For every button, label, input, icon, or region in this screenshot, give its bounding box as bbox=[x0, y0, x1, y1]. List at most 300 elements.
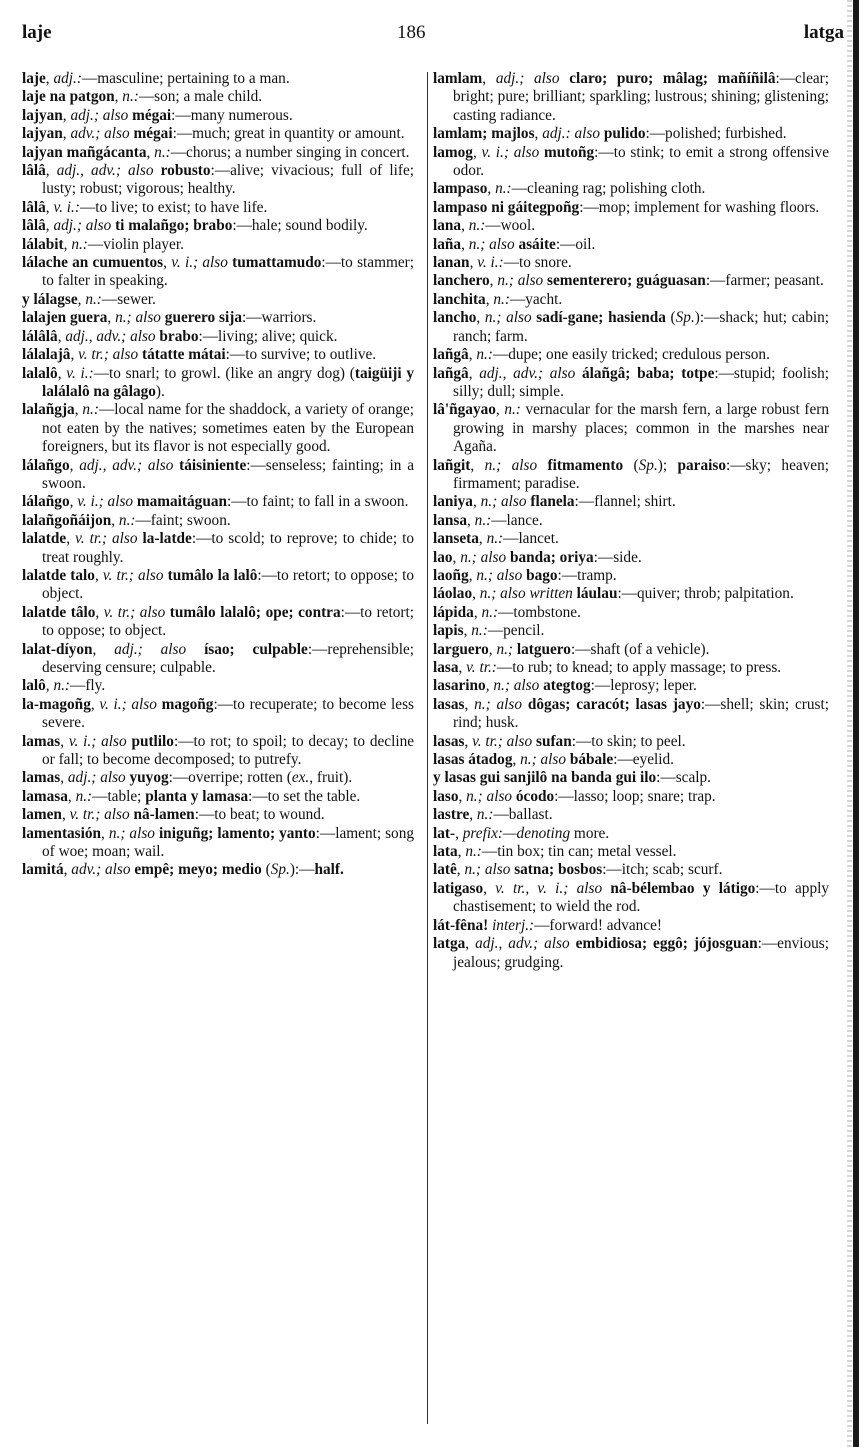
definition-text: —violin player. bbox=[87, 235, 184, 253]
grammar-label: n.; also bbox=[484, 456, 538, 474]
headword: lalatde talo bbox=[22, 566, 95, 584]
definition-text: :—to survive; to outlive. bbox=[225, 346, 377, 364]
definition-text: , bbox=[60, 732, 69, 750]
dictionary-entry bbox=[433, 272, 829, 290]
dictionary-entry bbox=[433, 401, 829, 456]
definition-text: :—to retort; to oppose; to object. bbox=[42, 603, 414, 640]
definition-text: ); bbox=[657, 456, 678, 474]
variant-term: láulau bbox=[576, 585, 618, 603]
headword: lálabit bbox=[22, 235, 64, 253]
grammar-label: v. tr., v. i.; also bbox=[495, 879, 603, 897]
grammar-label: n.: bbox=[471, 622, 488, 640]
grammar-label: prefix:—denoting bbox=[462, 824, 571, 842]
grammar-label: n.; also bbox=[466, 787, 513, 805]
definition-text: —lance. bbox=[491, 511, 543, 529]
definition-text: :—quiver; throb; palpitation. bbox=[617, 585, 794, 603]
variant-term: paraiso bbox=[677, 456, 726, 474]
dictionary-entry bbox=[22, 788, 414, 806]
dictionary-entry bbox=[22, 493, 414, 511]
headword: laje na patgon bbox=[22, 88, 115, 106]
headword: laña bbox=[433, 235, 462, 253]
variant-term: asáite bbox=[518, 235, 556, 253]
definition-text: :—overripe; rotten ( bbox=[168, 769, 292, 787]
definition-text: , bbox=[468, 566, 477, 584]
dictionary-entry bbox=[433, 567, 829, 585]
grammar-label: n.: bbox=[474, 511, 492, 529]
headword: lajyan bbox=[22, 106, 63, 124]
definition-text: , bbox=[69, 493, 78, 511]
definition-text: , bbox=[458, 659, 467, 676]
definition-text: :—mop; implement for washing floors. bbox=[579, 198, 820, 216]
dictionary-entry bbox=[433, 530, 829, 548]
variant-term: tumattamudo bbox=[232, 254, 322, 272]
dictionary-entry bbox=[433, 236, 829, 254]
grammar-label: n.: bbox=[493, 290, 510, 308]
definition-text: , bbox=[67, 787, 76, 805]
variant-term: mégai bbox=[132, 106, 172, 124]
definition-text: —to snarl; to growl. (like an angry dog) ( bbox=[93, 364, 355, 382]
headword: lát-fêna! bbox=[433, 916, 489, 934]
grammar-label: n.: bbox=[476, 346, 493, 364]
definition-text: , bbox=[469, 254, 478, 272]
definition-text: , bbox=[472, 143, 482, 161]
headword: laso bbox=[433, 787, 459, 805]
headword: lansa bbox=[433, 511, 468, 529]
definition-text: , bbox=[45, 198, 54, 216]
headword: lasas bbox=[433, 732, 465, 750]
definition-text: , bbox=[57, 364, 67, 382]
variant-term: banda; oriya bbox=[509, 548, 594, 566]
variant-term: flanela bbox=[530, 493, 575, 511]
grammar-label: n.; also bbox=[497, 272, 544, 290]
grammar-label: adj., adv.; also bbox=[479, 364, 576, 382]
definition-text: , bbox=[101, 824, 109, 842]
definition-text: :—sky; heaven; firmament; paradise. bbox=[453, 456, 829, 492]
definition-text: :—many numerous. bbox=[171, 106, 293, 124]
column-divider bbox=[427, 72, 428, 1424]
definition-text: , bbox=[534, 125, 543, 143]
grammar-label: n.; also bbox=[468, 235, 515, 253]
definition-text: :—tramp. bbox=[557, 566, 617, 584]
grammar-label: v. tr.; also bbox=[78, 346, 139, 364]
definition-text: :—leprosy; leper. bbox=[590, 677, 697, 695]
variant-term: ategtog bbox=[543, 677, 591, 695]
definition-text bbox=[154, 162, 161, 179]
grammar-label: v. i.; also bbox=[68, 732, 127, 750]
definition-text: , bbox=[472, 493, 481, 511]
grammar-label: v. tr.; also bbox=[472, 732, 533, 750]
scan-edge-border bbox=[853, 0, 859, 1447]
definition-text: :—to apply chastisement; to wield the rod. bbox=[453, 879, 830, 916]
headword: lamlam; majlos bbox=[433, 125, 535, 143]
definition-text: , bbox=[468, 346, 477, 364]
dictionary-entry bbox=[22, 641, 414, 678]
dictionary-entry bbox=[22, 696, 414, 733]
grammar-label: adj.: also bbox=[542, 125, 600, 143]
dictionary-entry bbox=[22, 309, 414, 327]
definition-text: :—farmer; peasant. bbox=[705, 272, 824, 290]
definition-text: :—to stink; to emit a strong offensive odor. bbox=[453, 143, 829, 180]
definition-text: :—shell; skin; crust; rind; husk. bbox=[453, 695, 829, 732]
grammar-label: n.: bbox=[476, 806, 494, 824]
headword: lastre bbox=[433, 806, 470, 824]
dictionary-entry bbox=[433, 144, 829, 181]
variant-term: bábale bbox=[569, 751, 614, 769]
dictionary-entry bbox=[22, 291, 414, 309]
definition-text: , bbox=[488, 640, 497, 658]
definition-text: —son; a male child. bbox=[138, 88, 263, 106]
definition-text: :—warriors. bbox=[241, 309, 317, 327]
definition-text: , bbox=[146, 143, 155, 161]
dictionary-entry bbox=[22, 733, 414, 770]
grammar-label: n.: bbox=[75, 787, 93, 805]
grammar-label: n.; also bbox=[480, 493, 527, 511]
grammar-label: adj.; also bbox=[70, 106, 129, 124]
headword: lapis bbox=[433, 622, 464, 640]
definition-text: :—to scold; to reprove; to chide; to treat roughly. bbox=[42, 530, 414, 566]
definition-text: , bbox=[107, 309, 116, 327]
definition-text: , bbox=[465, 935, 476, 953]
variant-term: brabo bbox=[159, 327, 199, 345]
headword: lamas bbox=[22, 769, 61, 787]
definition-text: , bbox=[163, 254, 172, 272]
dictionary-entry bbox=[433, 180, 829, 198]
definition-text: :—senseless; fainting; in a swoon. bbox=[42, 456, 414, 492]
headword: lamitá bbox=[22, 861, 64, 879]
definition-text: , bbox=[95, 603, 104, 621]
definition-text: —to rub; to knead; to apply massage; to press. bbox=[496, 659, 782, 676]
definition-text: :—side. bbox=[593, 548, 642, 566]
definition-text: :—shaft (of a vehicle). bbox=[570, 640, 710, 658]
variant-term: tátatte mátai bbox=[142, 346, 226, 364]
definition-text: —to live; to exist; to have life. bbox=[79, 198, 268, 216]
definition-text: , bbox=[62, 125, 71, 143]
definition-text: , bbox=[92, 640, 115, 658]
grammar-label: adj.; also bbox=[67, 769, 126, 787]
definition-text: —table; bbox=[92, 787, 146, 805]
headword: lalô bbox=[22, 677, 46, 695]
grammar-label: v. tr.; also bbox=[75, 530, 138, 548]
headword: lao bbox=[433, 548, 453, 566]
variant-term: bago bbox=[526, 566, 558, 584]
grammar-label: v. tr.; also bbox=[102, 566, 164, 584]
definition-text: :—reprehensible; deserving censure; culpable. bbox=[42, 640, 415, 676]
grammar-label: Sp. bbox=[638, 456, 658, 474]
definition-text: :—scalp. bbox=[656, 769, 711, 787]
variant-term: fitmamento bbox=[547, 456, 624, 474]
headword: lampaso ni gáitegpoñg bbox=[433, 198, 580, 216]
headword: lalat-díyon bbox=[22, 640, 93, 658]
dictionary-entry bbox=[433, 585, 829, 603]
headword: lalatde tâlo bbox=[22, 603, 96, 621]
dictionary-entry bbox=[433, 677, 829, 695]
dictionary-entry bbox=[433, 199, 829, 217]
variant-term: latguero bbox=[516, 640, 571, 658]
headword: lápida bbox=[433, 603, 474, 621]
dictionary-entry bbox=[433, 254, 829, 272]
variant-term: planta y lamasa bbox=[145, 787, 249, 805]
variant-term: nâ-lamen bbox=[133, 806, 195, 824]
dictionary-entry bbox=[22, 254, 414, 291]
headword: lálâlâ bbox=[22, 327, 58, 345]
dictionary-entry bbox=[22, 144, 414, 162]
scan-edge-speckle bbox=[847, 0, 852, 1447]
headword: lalajen guera bbox=[22, 309, 108, 327]
grammar-label: n.: bbox=[122, 88, 139, 106]
definition-text: , bbox=[469, 806, 477, 824]
definition-text: —dupe; one easily tricked; credulous person. bbox=[492, 346, 770, 364]
headword: lana bbox=[433, 217, 462, 235]
headword: lampaso bbox=[433, 180, 488, 198]
definition-text: , bbox=[61, 806, 70, 824]
headword: lálache an cumuentos bbox=[22, 254, 164, 272]
dictionary-entry bbox=[433, 696, 829, 733]
headword: lalalô bbox=[22, 364, 58, 382]
dictionary-entry bbox=[22, 512, 414, 530]
dictionary-entry bbox=[433, 880, 829, 917]
right-column bbox=[433, 70, 829, 972]
definition-text: , bbox=[495, 401, 505, 419]
grammar-label: v. i.; also bbox=[99, 695, 157, 713]
grammar-label: adv.; also bbox=[71, 861, 131, 879]
definition-text: ):—shack; hut; cabin; ranch; farm. bbox=[453, 309, 830, 345]
definition-text: ( bbox=[665, 309, 676, 327]
variant-term: ti malañgo; brabo bbox=[115, 217, 233, 235]
variant-term: la-latde bbox=[142, 530, 192, 548]
grammar-label: n.; also bbox=[493, 677, 540, 695]
grammar-label: v. i.; also bbox=[481, 143, 540, 161]
dictionary-entry bbox=[433, 604, 829, 622]
grammar-label: n.: bbox=[53, 677, 71, 695]
page-number: 186 bbox=[397, 22, 426, 43]
headword: lamentasión bbox=[22, 824, 102, 842]
variant-term: sadí-gane; hasienda bbox=[536, 309, 666, 327]
grammar-label: adj., adv.; also bbox=[475, 935, 570, 953]
grammar-label: n.: bbox=[465, 843, 482, 861]
variant-term: guerero sija bbox=[164, 309, 242, 327]
headword: lamen bbox=[22, 806, 62, 824]
grammar-label: n.: bbox=[481, 603, 499, 621]
headword: lalatde bbox=[22, 530, 67, 548]
dictionary-entry bbox=[433, 622, 829, 640]
dictionary-entry bbox=[22, 199, 414, 217]
grammar-label: adj., adv.; also bbox=[79, 456, 174, 474]
definition-text: —pencil. bbox=[487, 622, 545, 640]
grammar-label: n.; bbox=[496, 640, 514, 658]
definition-text: :—alive; vivacious; full of life; lusty; robust; vigorous; healthy. bbox=[42, 162, 414, 198]
variant-term: empê; meyo; medio bbox=[134, 861, 262, 879]
definition-text: —yacht. bbox=[509, 290, 563, 308]
grammar-label: v. i.: bbox=[477, 254, 504, 272]
variant-term: tumâlo lalalô; ope; contra bbox=[169, 603, 341, 621]
variant-term: claro; puro; mâlag; mañíñilâ bbox=[569, 70, 776, 87]
variant-term: ócodo bbox=[515, 787, 555, 805]
definition-text: , bbox=[57, 327, 66, 345]
dictionary-entry bbox=[22, 217, 414, 235]
definition-text: :—to recuperate; to become less severe. bbox=[42, 695, 414, 732]
headword: lañgâ bbox=[433, 364, 469, 382]
dictionary-entry bbox=[22, 88, 414, 106]
definition-text: :—hale; sound bodily. bbox=[232, 217, 368, 235]
grammar-label: interj.: bbox=[492, 916, 535, 934]
definition-text: —sewer. bbox=[101, 290, 156, 308]
left-column bbox=[22, 70, 414, 880]
definition-text: —tin box; tin can; metal vessel. bbox=[481, 843, 677, 861]
headword: lajyan bbox=[22, 125, 63, 143]
dictionary-entry bbox=[22, 328, 414, 346]
dictionary-entry bbox=[22, 346, 414, 364]
definition-text: , bbox=[487, 180, 496, 198]
grammar-label: n.; also bbox=[474, 695, 523, 713]
grammar-label: adj., adv.; also bbox=[56, 162, 154, 180]
dictionary-entry bbox=[433, 861, 829, 879]
dictionary-entry bbox=[22, 365, 414, 402]
definition-text: —lancet. bbox=[503, 530, 559, 548]
headword: lanchita bbox=[433, 290, 486, 308]
definition-text: , bbox=[63, 861, 72, 879]
headword: lañgâ bbox=[433, 346, 469, 364]
definition-text: ( bbox=[261, 861, 271, 879]
definition-text: , bbox=[476, 309, 485, 327]
definition-text: , bbox=[489, 272, 498, 290]
dictionary-entry bbox=[22, 236, 414, 254]
definition-text: —to snore. bbox=[503, 254, 572, 272]
definition-text: :—to stammer; to falter in speaking. bbox=[42, 254, 415, 290]
grammar-label: n.; also bbox=[520, 751, 567, 769]
grammar-label: n.; also bbox=[464, 861, 511, 879]
variant-term: dôgas; caracót; lasas jayo bbox=[527, 695, 701, 713]
variant-term: nâ-bélembao y látigo bbox=[610, 879, 756, 897]
definition-text: , bbox=[45, 162, 57, 180]
headword: y lasas gui sanjilô na banda gui ilo bbox=[433, 769, 657, 787]
definition-text: , bbox=[63, 235, 72, 253]
variant-term: taigüiji y lalálalô na gâlago bbox=[42, 364, 414, 400]
page-header bbox=[22, 22, 844, 46]
definition-text: :—flannel; shirt. bbox=[574, 493, 676, 511]
definition-text: :—stupid; foolish; silly; dull; simple. bbox=[453, 364, 830, 400]
headword: lanan bbox=[433, 254, 470, 272]
headword: lat- bbox=[433, 824, 456, 842]
headword: lasas bbox=[433, 695, 465, 713]
grammar-label: n.: bbox=[71, 235, 88, 253]
definition-text: , bbox=[464, 695, 475, 713]
headword: lasa bbox=[433, 659, 459, 676]
definition-text: , bbox=[70, 346, 79, 364]
dictionary-entry bbox=[22, 677, 414, 695]
definition-text: , bbox=[461, 235, 469, 253]
variant-term: half. bbox=[314, 861, 344, 879]
definition-text: , bbox=[77, 290, 86, 308]
grammar-label: v. i.: bbox=[66, 364, 94, 382]
grammar-label: Sp. bbox=[270, 861, 290, 879]
headword: lalañgja bbox=[22, 401, 75, 419]
variant-term: tumâlo la lalô bbox=[167, 566, 258, 584]
definition-text: —tombstone. bbox=[498, 603, 581, 621]
definition-text: ( bbox=[623, 456, 639, 474]
dictionary-entry bbox=[22, 125, 414, 143]
definition-text: :—itch; scab; scurf. bbox=[602, 861, 723, 879]
variant-term: iniguñg; lamento; yanto bbox=[158, 824, 316, 842]
definition-text: —wool. bbox=[485, 217, 536, 235]
dictionary-entry bbox=[433, 217, 829, 235]
definition-text: :—to set the table. bbox=[248, 787, 361, 805]
headword: laoñg bbox=[433, 566, 469, 584]
definition-text: :—living; alive; quick. bbox=[198, 327, 338, 345]
definition-text: :—clear; bright; pure; brilliant; sparkling; lustrous; shining; glistening; casting radiance. bbox=[453, 70, 829, 124]
grammar-label: n.: bbox=[82, 401, 99, 419]
grammar-label: n.: bbox=[154, 143, 171, 161]
definition-text: :—to skin; to peel. bbox=[571, 732, 686, 750]
headword: lálañgo bbox=[22, 456, 70, 474]
grammar-label: n.; also bbox=[115, 309, 161, 327]
dictionary-entry bbox=[22, 806, 414, 824]
headword: lálañgo bbox=[22, 493, 70, 511]
dictionary-entry bbox=[22, 107, 414, 125]
definition-text: —masculine; pertaining to a man. bbox=[81, 70, 290, 87]
definition-text: :—eyelid. bbox=[613, 751, 674, 769]
headword: lalañgoñáijon bbox=[22, 511, 112, 529]
headword: lamog bbox=[433, 143, 473, 161]
definition-text: , bbox=[512, 751, 521, 769]
definition-text: :—to faint; to fall in a swoon. bbox=[226, 493, 409, 511]
variant-term: sementerero; guáguasan bbox=[547, 272, 706, 290]
definition-text: :—much; great in quantity or amount. bbox=[172, 125, 405, 143]
definition-text: :—to rot; to spoil; to decay; to decline or fall; to become decomposed; to putrefy. bbox=[42, 732, 415, 769]
grammar-label: adj.; also bbox=[53, 217, 112, 235]
grammar-label: n.: bbox=[85, 290, 102, 308]
definition-text bbox=[575, 365, 582, 382]
definition-text: , bbox=[111, 511, 119, 529]
headword: lañgit bbox=[433, 456, 471, 474]
dictionary-entry bbox=[22, 401, 414, 456]
dictionary-entry bbox=[22, 530, 414, 567]
dictionary-entry bbox=[433, 70, 829, 125]
definition-text: , bbox=[478, 530, 487, 548]
definition-text: , bbox=[485, 290, 494, 308]
dictionary-entry bbox=[433, 346, 829, 364]
definition-text: , bbox=[455, 824, 463, 842]
definition-text: —faint; swoon. bbox=[135, 511, 231, 529]
definition-text: , bbox=[45, 70, 54, 87]
grammar-label: n.; also bbox=[484, 309, 532, 327]
dictionary-entry bbox=[22, 162, 414, 199]
grammar-label: v. tr.: bbox=[466, 659, 497, 676]
definition-text: , bbox=[45, 217, 54, 235]
definition-text: :—to beat; to wound. bbox=[194, 806, 325, 824]
dictionary-entry bbox=[433, 788, 829, 806]
definition-text: , bbox=[472, 585, 480, 603]
dictionary-entry bbox=[433, 825, 829, 843]
definition-text: , bbox=[60, 769, 68, 787]
definition-text: , bbox=[468, 364, 480, 382]
headword: lamlam bbox=[433, 70, 483, 87]
dictionary-entry bbox=[433, 641, 829, 659]
dictionary-entry bbox=[433, 769, 829, 787]
dictionary-entry bbox=[22, 457, 414, 494]
definition-text: , bbox=[485, 677, 494, 695]
grammar-label: n.: bbox=[468, 217, 486, 235]
grammar-label: adj., adv.; also bbox=[65, 327, 156, 345]
variant-term: pulido bbox=[603, 125, 646, 143]
definition-text: —cleaning rag; polishing cloth. bbox=[511, 180, 706, 198]
definition-text: , bbox=[66, 530, 76, 548]
dictionary-entry bbox=[433, 549, 829, 567]
headword: lasas átadog bbox=[433, 751, 513, 769]
definition-text: , bbox=[94, 566, 103, 584]
definition-text: :—polished; furbished. bbox=[645, 125, 787, 143]
dictionary-entry bbox=[433, 493, 829, 511]
dictionary-entry bbox=[22, 861, 414, 879]
